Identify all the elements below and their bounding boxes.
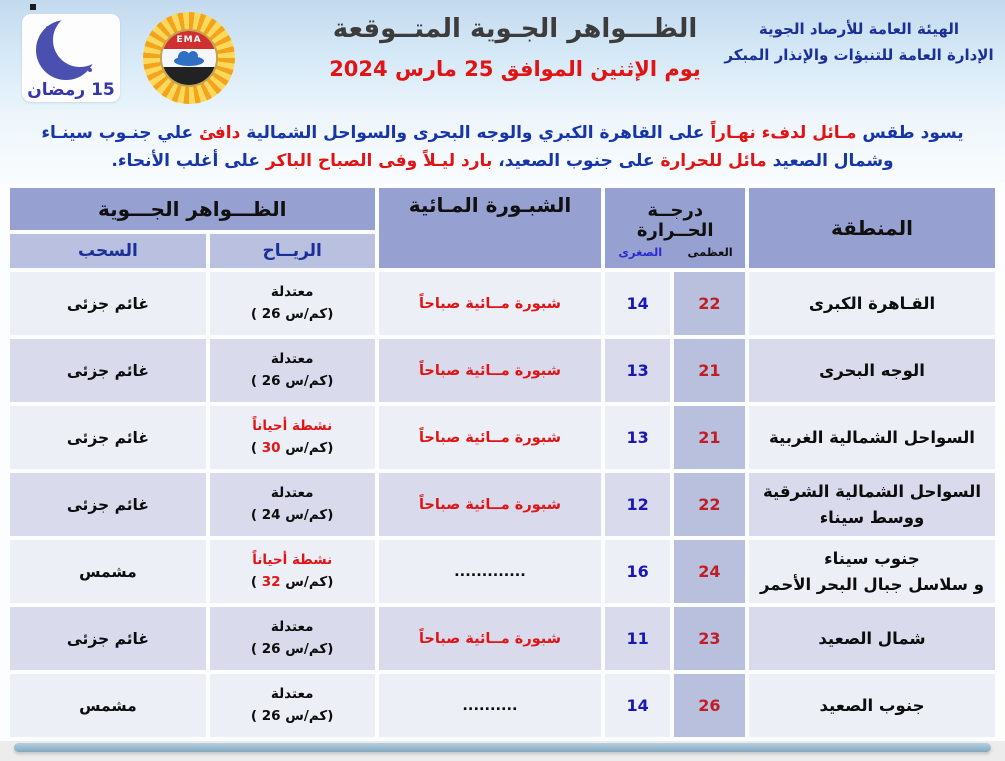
header-temp-min: الصغرى: [618, 245, 663, 260]
org-name-line2: الإدارة العامة للتنبؤات والإنذار المبكر: [724, 46, 994, 65]
organization-block: [719, 16, 999, 69]
temperature-sublabels: [605, 246, 745, 261]
temp-min-cell: 16: [605, 540, 669, 603]
temp-min-cell: 14: [605, 272, 669, 335]
temp-min-cell: 12: [605, 473, 669, 536]
winds-cell: معتدلة ( 26 كم/س): [210, 339, 375, 402]
clouds-cell: غائم جزئى: [10, 406, 206, 469]
clouds-cell: مشمس: [10, 674, 206, 737]
clouds-cell: غائم جزئى: [10, 339, 206, 402]
header-band: [0, 0, 1005, 110]
mist-cell: ..........: [379, 674, 602, 737]
table-row: [10, 473, 995, 536]
crescent-moon-icon: [24, 14, 118, 84]
header-winds: الريــاح: [210, 234, 375, 268]
region-cell: الوجه البحرى: [749, 339, 995, 402]
cloud-icon: [172, 50, 206, 66]
mist-cell: شبورة مــائية صباحاً: [379, 473, 602, 536]
clouds-cell: غائم جزئى: [10, 473, 206, 536]
summary-segment: وشمال الصعيد: [766, 150, 894, 171]
ramadan-label: 15 رمضان: [27, 80, 115, 100]
table-body: [10, 272, 995, 737]
region-cell: السواحل الشمالية الشرقية ووسط سيناء: [749, 473, 995, 536]
mist-cell: شبورة مــائية صباحاً: [379, 607, 602, 670]
clouds-cell: غائم جزئى: [10, 272, 206, 335]
clouds-cell: غائم جزئى: [10, 607, 206, 670]
summary-segment: مائل للحرارة: [654, 150, 767, 171]
bottom-divider-bar: [14, 743, 991, 752]
table-row: [10, 339, 995, 402]
winds-cell: نشطة أحياناً ( 32 كم/س): [210, 540, 375, 603]
temp-min-cell: 13: [605, 406, 669, 469]
mist-cell: شبورة مــائية صباحاً: [379, 339, 602, 402]
header-clouds: السحب: [10, 234, 206, 268]
ema-flag-red-band: [162, 31, 216, 49]
summary-line: [0, 147, 1005, 175]
temp-min-cell: 11: [605, 607, 669, 670]
header-temperature: [605, 188, 745, 268]
ema-flag-white-band: [162, 49, 216, 67]
table-header: [10, 188, 995, 268]
region-cell: جنوب سيناء و سلاسل جبال البحر الأحمر: [749, 540, 995, 603]
page-title: الظـــواهر الجـوية المتــوقعة: [332, 14, 698, 44]
summary-segment: على القاهرة الكبري والوجه البحرى والسواحل الشمالية: [240, 122, 705, 143]
ema-logo-icon: [143, 12, 235, 104]
ema-logo-text: EMA: [176, 35, 202, 45]
temp-max-cell: 26: [674, 674, 745, 737]
table-section: [0, 183, 1005, 741]
summary-segment: على جنوب الصعيد،: [492, 150, 655, 171]
ema-emblem: [160, 29, 218, 87]
weather-table: [6, 184, 999, 741]
mist-cell: .............: [379, 540, 602, 603]
header-mist: الشبـورة المـائية: [379, 188, 602, 268]
temp-max-cell: 22: [674, 473, 745, 536]
weather-summary: [0, 110, 1005, 183]
temp-min-cell: 14: [605, 674, 669, 737]
date-line: يوم الإثنين الموافق 25 مارس 2024: [329, 57, 701, 81]
corner-artifact: [30, 4, 36, 10]
temp-max-cell: 21: [674, 339, 745, 402]
winds-cell: نشطة أحياناً ( 30 كم/س): [210, 406, 375, 469]
table-row: [10, 406, 995, 469]
clouds-cell: مشمس: [10, 540, 206, 603]
winds-cell: معتدلة ( 24 كم/س): [210, 473, 375, 536]
region-cell: السواحل الشمالية الغربية: [749, 406, 995, 469]
temp-max-cell: 22: [674, 272, 745, 335]
temp-max-cell: 21: [674, 406, 745, 469]
ema-flag-black-band: [162, 67, 216, 85]
summary-segment: علي جنـوب سينـاء: [41, 122, 194, 143]
summary-segment: على أغلب الأنحاء.: [111, 150, 260, 171]
header-phenomena: الظـــواهر الجـــوية: [10, 188, 375, 230]
temp-max-cell: 24: [674, 540, 745, 603]
temp-min-cell: 13: [605, 339, 669, 402]
header-temperature-line2: الحــرارة: [636, 220, 714, 242]
winds-cell: معتدلة ( 26 كم/س): [210, 272, 375, 335]
mist-cell: شبورة مــائية صباحاً: [379, 272, 602, 335]
org-name-line1: الهيئة العامة للأرصاد الجوية: [758, 20, 960, 38]
temp-max-cell: 23: [674, 607, 745, 670]
mist-cell: شبورة مــائية صباحاً: [379, 406, 602, 469]
winds-cell: معتدلة ( 26 كم/س): [210, 607, 375, 670]
winds-cell: معتدلة ( 26 كم/س): [210, 674, 375, 737]
table-row: [10, 540, 995, 603]
title-block: [295, 14, 735, 81]
region-cell: القـاهرة الكبرى: [749, 272, 995, 335]
header-temp-max: العظمى: [687, 245, 733, 260]
table-row: [10, 674, 995, 737]
ramadan-badge: [22, 14, 120, 102]
summary-segment: بارد ليـلاً وفى الصباح الباكر: [259, 150, 493, 171]
region-cell: جنوب الصعيد: [749, 674, 995, 737]
table-row: [10, 607, 995, 670]
table-row: [10, 272, 995, 335]
summary-segment: يسود طقس: [856, 122, 964, 143]
header-temperature-line1: درجــة: [647, 199, 704, 221]
header-region: المنطقة: [749, 188, 995, 268]
summary-segment: مـائل لدفء نهـاراً: [704, 122, 857, 143]
summary-segment: دافئ: [193, 122, 241, 143]
region-cell: شمال الصعيد: [749, 607, 995, 670]
summary-line: [0, 119, 1005, 147]
